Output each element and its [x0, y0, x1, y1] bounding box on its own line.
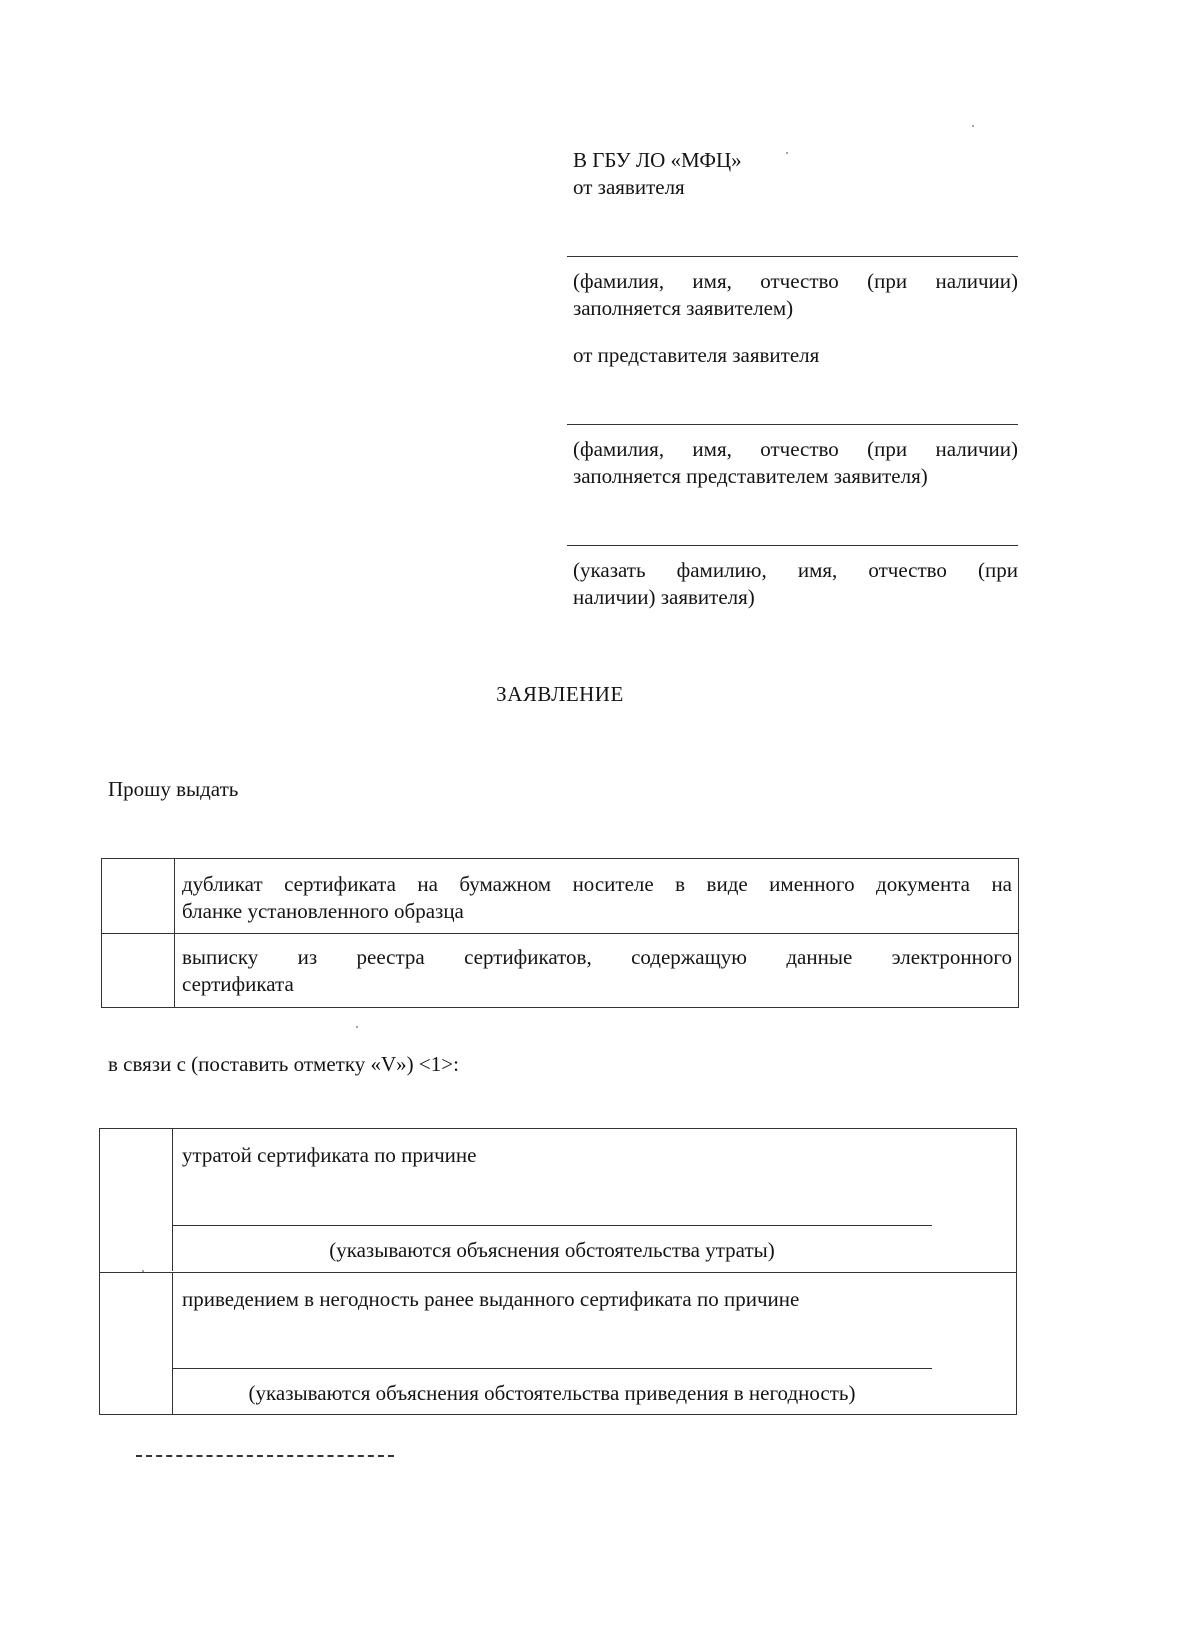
reason-option-1-text: утратой сертификата по причине: [182, 1143, 477, 1167]
request-option-2-checkbox[interactable]: [102, 933, 175, 1007]
request-options-table: [101, 858, 1019, 1008]
reason-option-1-checkbox[interactable]: [100, 1129, 173, 1271]
reason-option-1-explanation-field[interactable]: [172, 1225, 932, 1226]
request-option-1-line1: дубликат сертификата на бумажном носителе в виде именного документа на: [182, 872, 1012, 896]
reason-option-2-checkbox[interactable]: [100, 1272, 173, 1414]
from-applicant-label: от заявителя: [573, 175, 685, 199]
reason-option-2-hint: (указываются объяснения обстоятельства приведения в негодность): [248, 1381, 856, 1405]
applicant-hint-line1: (фамилия, имя, отчество (при наличии): [573, 269, 1018, 293]
reason-option-2-text: приведением в негодность ранее выданного сертификата по причине: [182, 1287, 800, 1311]
applicant-name-by-representative-field[interactable]: [567, 545, 1018, 546]
scan-speck: [786, 152, 788, 154]
applicant-hint-line2: заполняется заявителем): [573, 296, 794, 320]
request-option-2-line1: выписку из реестра сертификатов, содержащую данные электронного: [182, 945, 1012, 969]
reason-option-1-hint: (указываются объяснения обстоятельства утраты): [329, 1238, 775, 1262]
request-option-1-checkbox[interactable]: [102, 859, 175, 933]
document-title: ЗАЯВЛЕНИЕ: [496, 682, 624, 706]
request-label: Прошу выдать: [108, 777, 239, 801]
reason-option-2-explanation-field[interactable]: [172, 1368, 932, 1369]
representative-hint-line1: (фамилия, имя, отчество (при наличии): [573, 437, 1018, 461]
scan-speck: [356, 1026, 358, 1028]
scan-speck: [142, 1270, 144, 1272]
footnote-separator: [136, 1455, 394, 1457]
from-representative-label: от представителя заявителя: [573, 343, 820, 367]
specify-hint-line2: наличии) заявителя): [573, 585, 755, 609]
specify-hint-line1: (указать фамилию, имя, отчество (при: [573, 558, 1018, 582]
row-divider: [102, 933, 1018, 934]
representative-hint-line2: заполняется представителем заявителя): [573, 464, 928, 488]
request-option-2-line2: сертификата: [182, 972, 294, 996]
request-option-1-line2: бланке установленного образца: [182, 899, 464, 923]
reason-options-table: [99, 1128, 1017, 1415]
reason-label: в связи с (поставить отметку «V») <1>:: [108, 1052, 459, 1076]
representative-name-field[interactable]: [567, 424, 1018, 425]
row-divider: [100, 1272, 1016, 1273]
addressee: В ГБУ ЛО «МФЦ»: [573, 148, 742, 172]
applicant-name-field[interactable]: [567, 256, 1018, 257]
scan-speck: [972, 125, 974, 127]
